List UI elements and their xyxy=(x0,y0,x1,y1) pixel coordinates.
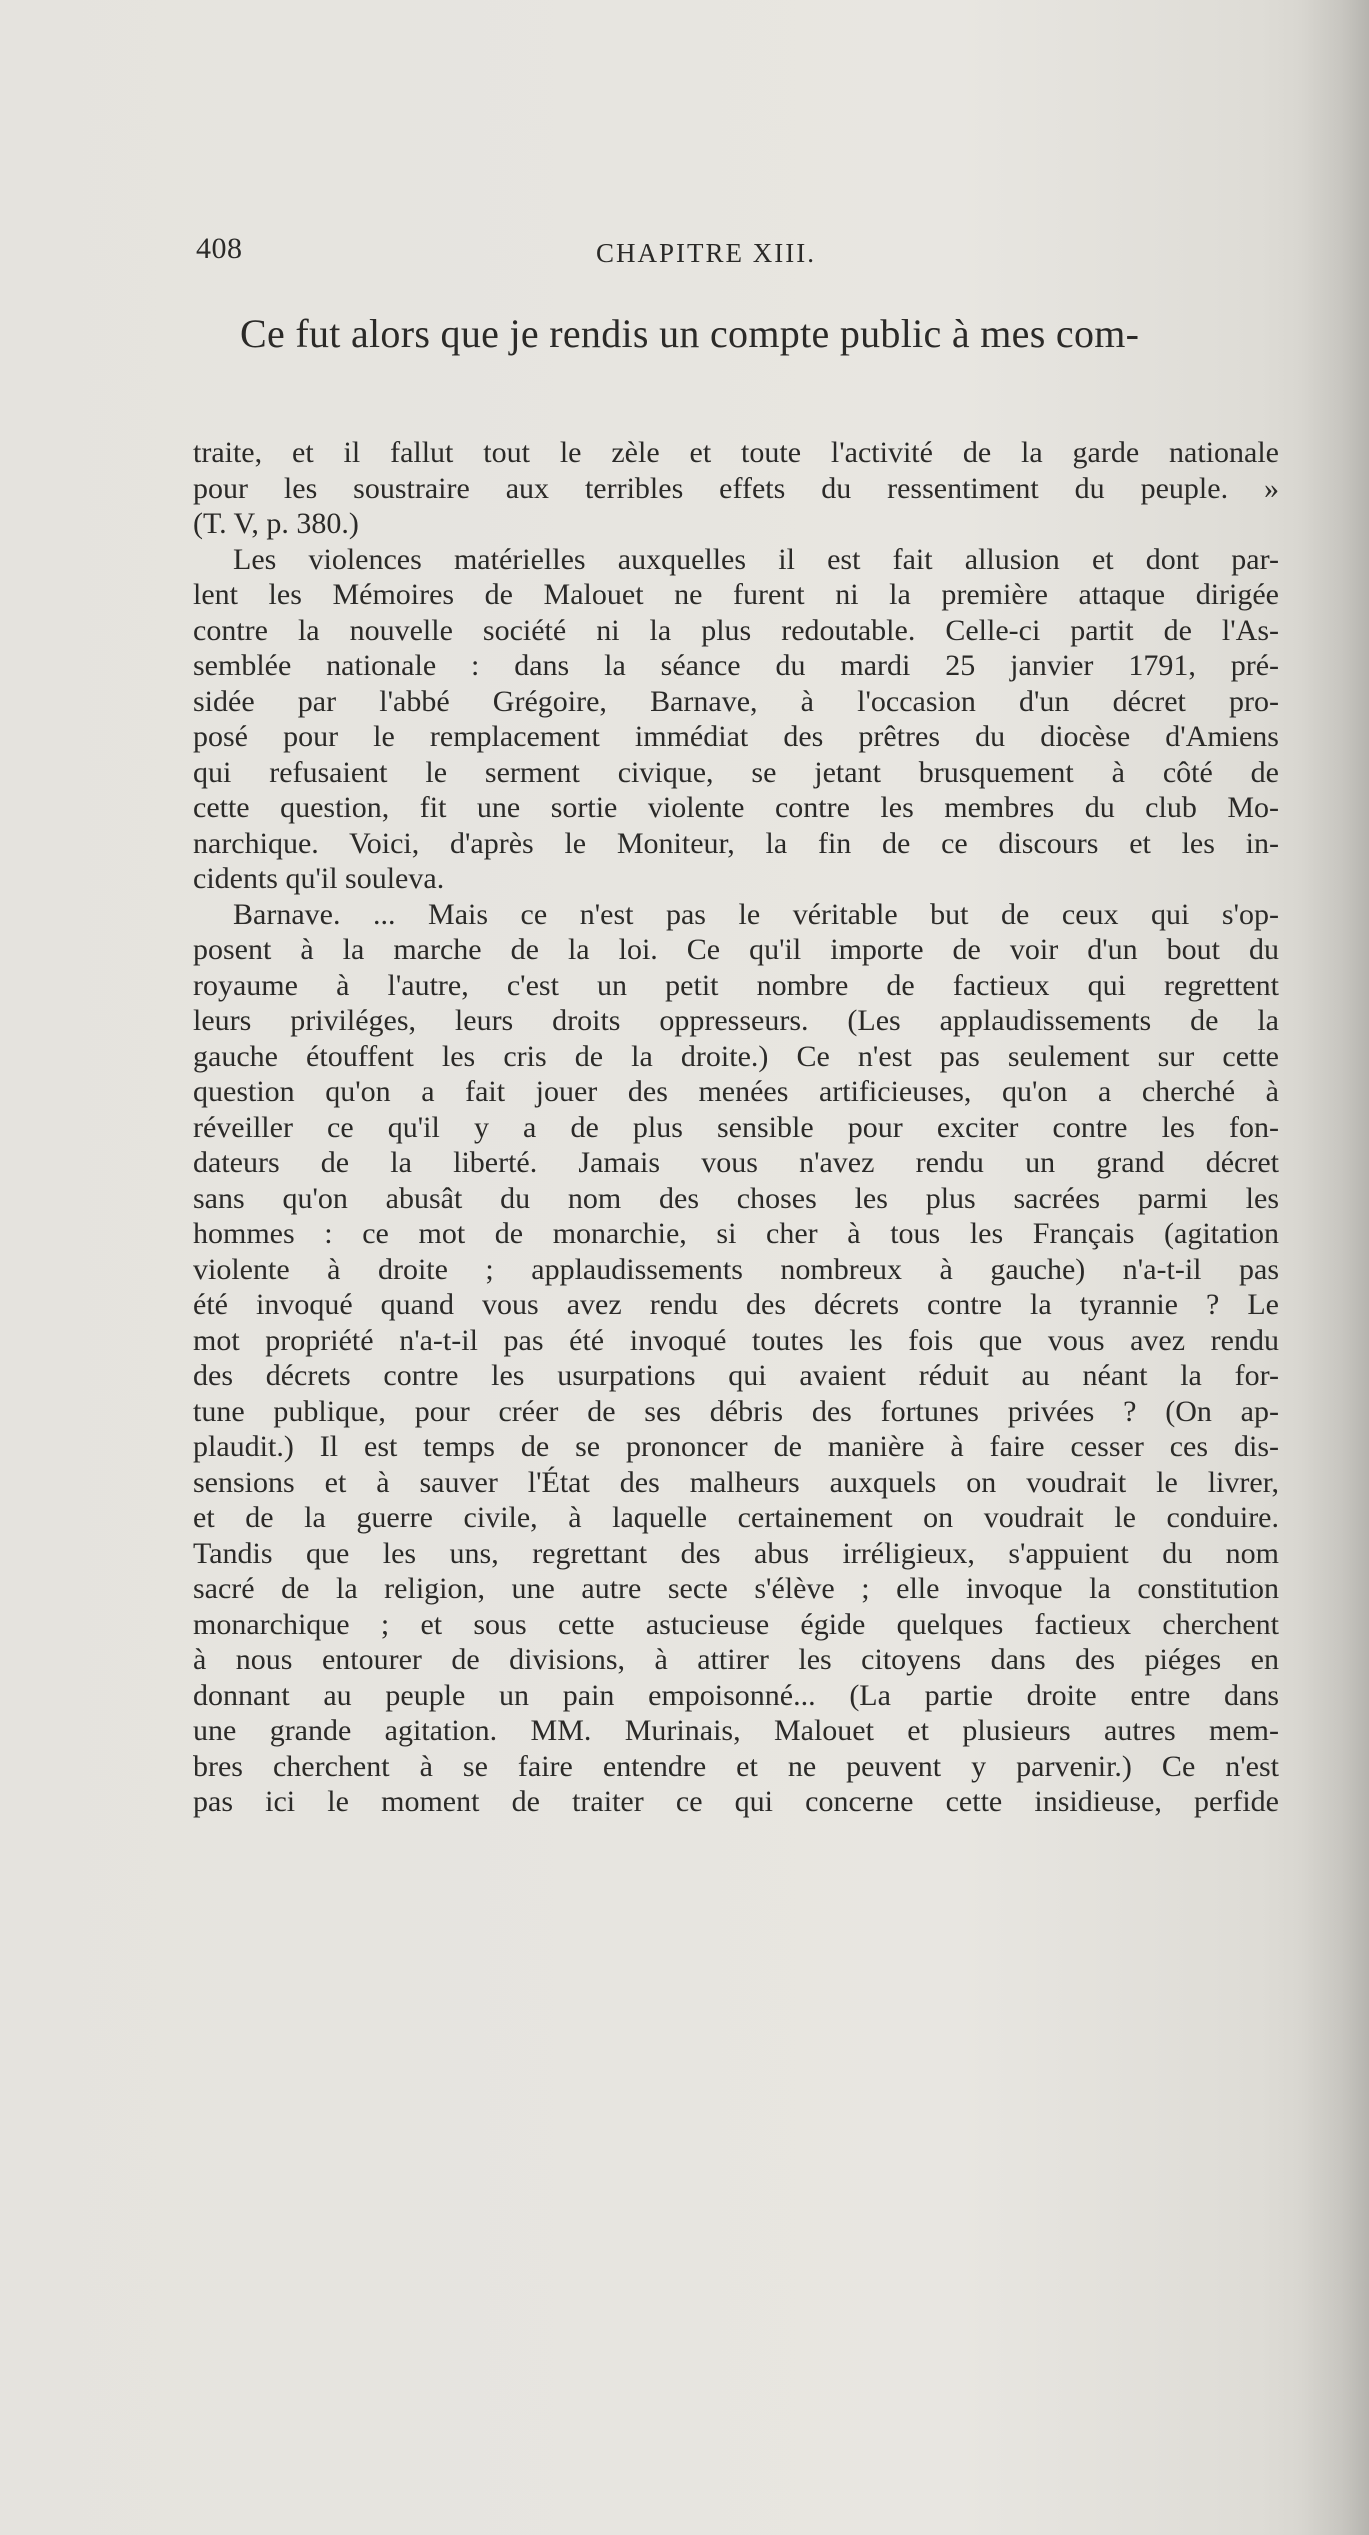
text-line: à nous entourer de divisions, à attirer les citoyens dans des piéges en xyxy=(193,1643,1279,1676)
text-line: violente à droite ; applaudissements nombreux à gauche) n'a-t-il pas xyxy=(193,1252,1279,1286)
text-line: narchique. Voici, d'après le Moniteur, la fin de ce discours et les in- xyxy=(193,826,1279,860)
text-line: bres cherchent à se faire entendre et ne peuvent y parvenir.) Ce n'est xyxy=(193,1749,1279,1783)
text-line: (T. V, p. 380.) xyxy=(193,507,359,540)
text-line: lent les Mémoires de Malouet ne furent ni la première attaque dirigée xyxy=(193,578,1279,611)
text-line: des décrets contre les usurpations qui avaient réduit au néant la for- xyxy=(193,1359,1279,1392)
text-line: royaume à l'autre, c'est un petit nombre de factieux qui regrettent xyxy=(193,968,1279,1002)
text-line: Tandis que les uns, regrettant des abus irréligieux, s'appuient du nom xyxy=(193,1536,1279,1570)
text-line: pas ici le moment de traiter ce qui concerne cette insidieuse, perfide xyxy=(193,1785,1279,1818)
text-line: sans qu'on abusât du nom des choses les plus sacrées parmi les xyxy=(193,1181,1279,1215)
text-line: sacré de la religion, une autre secte s'élève ; elle invoque la constitution xyxy=(193,1572,1279,1605)
text-line: hommes : ce mot de monarchie, si cher à tous les Français (agitation xyxy=(193,1217,1279,1250)
text-line: été invoqué quand vous avez rendu des décrets contre la tyrannie ? Le xyxy=(193,1288,1279,1321)
text-line: mot propriété n'a-t-il pas été invoqué toutes les fois que vous avez rendu xyxy=(193,1323,1279,1357)
text-line: une grande agitation. MM. Murinais, Malouet et plusieurs autres mem- xyxy=(193,1714,1279,1747)
text-line: dateurs de la liberté. Jamais vous n'avez rendu un grand décret xyxy=(193,1146,1279,1179)
text-line: monarchique ; et sous cette astucieuse égide quelques factieux cherchent xyxy=(193,1607,1279,1641)
text-line: sidée par l'abbé Grégoire, Barnave, à l'occasion d'un décret pro- xyxy=(193,684,1279,718)
text-line: semblée nationale : dans la séance du mardi 25 janvier 1791, pré- xyxy=(193,649,1279,682)
page-number: 408 xyxy=(196,232,243,265)
text-line: traite, et il fallut tout le zèle et toute l'activité de la garde nationale xyxy=(193,436,1279,469)
text-line: plaudit.) Il est temps de se prononcer de manière à faire cesser ces dis- xyxy=(193,1430,1279,1463)
text-line: pour les soustraire aux terribles effets du ressentiment du peuple. » xyxy=(193,471,1279,505)
text-line: question qu'on a fait jouer des menées artificieuses, qu'on a cherché à xyxy=(193,1075,1279,1108)
text-line: sensions et à sauver l'État des malheurs auxquels on voudrait le livrer, xyxy=(193,1465,1279,1499)
text-line: posé pour le remplacement immédiat des prêtres du diocèse d'Amiens xyxy=(193,720,1279,753)
body-text xyxy=(193,435,1279,1820)
text-line: Les violences matérielles auxquelles il est fait allusion et dont par- xyxy=(233,542,1279,576)
text-line: gauche étouffent les cris de la droite.) Ce n'est pas seulement sur cette xyxy=(193,1039,1279,1073)
running-header xyxy=(196,232,1280,282)
text-line: réveiller ce qu'il y a de plus sensible pour exciter contre les fon- xyxy=(193,1110,1279,1144)
text-line: cette question, fit une sortie violente contre les membres du club Mo- xyxy=(193,791,1279,824)
text-line: Barnave. ... Mais ce n'est pas le véritable but de ceux qui s'op- xyxy=(233,897,1279,931)
running-title: CHAPITRE XIII. xyxy=(596,238,816,268)
page-edge-shadow xyxy=(1299,0,1369,2535)
text-line: donnant au peuple un pain empoisonné... (La partie droite entre dans xyxy=(193,1678,1279,1712)
lead-line: Ce fut alors que je rendis un compte public à mes com- xyxy=(240,311,1140,356)
text-line: cidents qu'il souleva. xyxy=(193,862,445,895)
text-line: tune publique, pour créer de ses débris des fortunes privées ? (On ap- xyxy=(193,1394,1279,1428)
text-line: leurs priviléges, leurs droits oppresseurs. (Les applaudissements de la xyxy=(193,1004,1279,1037)
text-line: et de la guerre civile, à laquelle certainement on voudrait le conduire. xyxy=(193,1501,1279,1534)
text-line: posent à la marche de la loi. Ce qu'il importe de voir d'un bout du xyxy=(193,933,1279,966)
text-line: contre la nouvelle société ni la plus redoutable. Celle-ci partit de l'As- xyxy=(193,613,1279,647)
text-line: qui refusaient le serment civique, se jetant brusquement à côté de xyxy=(193,755,1279,789)
